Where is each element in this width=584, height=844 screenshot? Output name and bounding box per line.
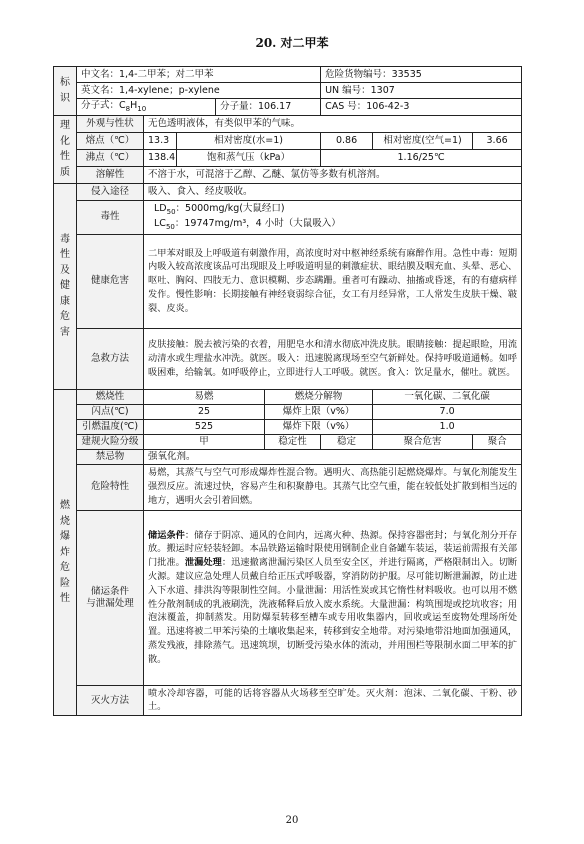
- flammability-label: 燃烧性: [77, 389, 144, 404]
- flash-point-value: 25: [144, 404, 265, 419]
- appearance-label: 外观与性状: [77, 115, 144, 132]
- stability-label: 稳定性: [265, 434, 321, 449]
- polymerization-label: 聚合危害: [373, 434, 473, 449]
- molecular-weight: 分子量：106.17: [216, 99, 321, 116]
- incompatible-value: 强氧化剂。: [144, 449, 522, 464]
- section-toxicity: 毒 性 及 健 康 危 害: [54, 183, 77, 389]
- upper-limit-value: 7.0: [373, 404, 522, 419]
- polymerization-value: 聚合: [473, 434, 522, 449]
- chinese-name: 中文名：1,4-二甲苯；对二甲苯: [77, 67, 321, 83]
- flash-point-label: 闪点(℃): [77, 404, 144, 419]
- density-water-value: 0.86: [321, 132, 373, 149]
- solubility-label: 溶解性: [77, 166, 144, 183]
- density-air-value: 3.66: [473, 132, 522, 149]
- msds-table: [53, 66, 522, 716]
- cas-number: CAS 号：106-42-3: [321, 99, 522, 116]
- extinguish-value: 喷水冷却容器，可能的话将容器从火场移至空旷处。灭火剂：泡沫、二氧化碳、干粉、砂土。: [144, 685, 522, 716]
- fire-row-flashpoint: [54, 404, 522, 419]
- hazard-label: 危险特性: [77, 464, 144, 510]
- health-hazard-value: 二甲苯对眼及上呼吸道有刺激作用，高浓度时对中枢神经系统有麻醉作用。急性中毒：短期内吸入较高浓度该品可出现眼及上呼吸道明显的刺激症状、眼结膜及咽充血、头晕、恶心、呕吐、胸闷、四肢无力、意识模糊、步态蹒跚。重者可有躁动、抽搐或昏迷，有的有癔病样发作。慢性影响：长期接触有神经衰弱综合征，女工有月经异常，工人常发生皮肤干燥、皲裂、皮炎。: [144, 234, 522, 328]
- english-name: 英文名：1,4-xylene；p-xylene: [77, 83, 321, 99]
- density-water-label: 相对密度(水=1): [177, 132, 321, 149]
- autoignition-value: 525: [144, 419, 265, 434]
- fire-class-label: 建规火险分级: [77, 434, 144, 449]
- lower-limit-label: 爆炸下限（v%）: [265, 419, 373, 434]
- toxicity-row-tox: [54, 200, 522, 234]
- appearance-value: 无色透明液体，有类似甲苯的气味。: [144, 115, 522, 132]
- physchem-row-4: [54, 166, 522, 183]
- fire-row-incompatible: [54, 449, 522, 464]
- melting-point-label: 熔点（℃）: [77, 132, 144, 149]
- section-fire: 燃 烧 爆 炸 危 险 性: [54, 389, 77, 716]
- section-physchem: 理 化 性 质: [54, 115, 77, 183]
- lower-limit-value: 1.0: [373, 419, 522, 434]
- incompatible-label: 禁忌物: [77, 449, 144, 464]
- fire-row-storage: [54, 510, 522, 685]
- boiling-point-value: 138.4: [144, 149, 177, 166]
- toxicity-value: [144, 200, 522, 234]
- section-identity: 标 识: [54, 67, 77, 116]
- flammability-value: 易燃: [144, 389, 265, 404]
- first-aid-value: 皮肤接触：脱去被污染的衣着，用肥皂水和清水彻底冲洗皮肤。眼睛接触：提起眼睑，用流动清水或生理盐水冲洗。就医。吸入：迅速脱离现场至空气新鲜处。保持呼吸道通畅。如呼吸困难，给输氧。如呼吸停止，立即进行人工呼吸。就医。食入：饮足量水，催吐。就医。: [144, 328, 522, 389]
- toxicity-label: 毒性: [77, 200, 144, 234]
- boiling-point-label: 沸点（℃）: [77, 149, 144, 166]
- ld50-line: $LD_{50}$：5000mg/kg(大鼠经口): [154, 202, 285, 216]
- fire-class-value: 甲: [144, 434, 265, 449]
- route-value: 吸入、食入、经皮吸收。: [144, 183, 522, 200]
- stability-value: 稳定: [321, 434, 373, 449]
- vapor-pressure-label: 饱和蒸气压（kPa）: [177, 149, 321, 166]
- molecular-formula: 分子式：$C_8H_{10}$: [77, 99, 216, 116]
- identity-row-1: [54, 67, 522, 83]
- vapor-pressure-value: 1.16/25℃: [321, 149, 522, 166]
- fire-row-extinguish: [54, 685, 522, 716]
- fire-row-class: [54, 434, 522, 449]
- identity-row-2: [54, 83, 522, 99]
- route-label: 侵入途径: [77, 183, 144, 200]
- identity-row-3: [54, 99, 522, 116]
- physchem-row-2: [54, 132, 522, 149]
- density-air-label: 相对密度(空气=1): [373, 132, 473, 149]
- toxicity-row-health: [54, 234, 522, 328]
- toxicity-row-firstaid: [54, 328, 522, 389]
- combustion-products-label: 燃烧分解物: [265, 389, 373, 404]
- lc50-line: $LC_{50}$：19747mg/m³，4 小时（大鼠吸入）: [154, 218, 341, 232]
- solubility-value: 不溶于水，可混溶于乙醇、乙醚、氯仿等多数有机溶剂。: [144, 166, 522, 183]
- page-number: 20: [285, 815, 299, 826]
- hazard-value: 易燃，其蒸气与空气可形成爆炸性混合物。遇明火、高热能引起燃烧爆炸。与氧化剂能发生强烈反应。流速过快，容易产生和积聚静电。其蒸气比空气重，能在较低处扩散到相当远的地方，遇明火会引着回燃。: [144, 464, 522, 510]
- first-aid-label: 急救方法: [77, 328, 144, 389]
- combustion-products-value: 一氧化碳、二氧化碳: [373, 389, 522, 404]
- health-hazard-label: 健康危害: [77, 234, 144, 328]
- storage-label: 储运条件 与泄漏处理: [77, 510, 144, 685]
- upper-limit-label: 爆炸上限（v%）: [265, 404, 373, 419]
- page-title: 20. 对二甲苯: [255, 36, 329, 50]
- hazard-goods-number: 危险货物编号：33535: [321, 67, 522, 83]
- fire-row-hazard: [54, 464, 522, 510]
- un-number: UN 编号：1307: [321, 83, 522, 99]
- fire-row-flammability: [54, 389, 522, 404]
- autoignition-label: 引燃温度(℃): [77, 419, 144, 434]
- toxicity-row-route: [54, 183, 522, 200]
- melting-point-value: 13.3: [144, 132, 177, 149]
- fire-row-autoignition: [54, 419, 522, 434]
- extinguish-label: 灭火方法: [77, 685, 144, 716]
- physchem-row-1: [54, 115, 522, 132]
- storage-value: 储运条件：储存于阴凉、通风的仓间内，远离火种、热源。保持容器密封；与氧化剂分开存放。搬运时应轻装轻卸。本品铁路运输时限使用钢制企业自备罐车装运，装运前需报有关部门批准。泄漏处理：迅速撤离泄漏污染区人员至安全区，并进行隔离，严格限制出入。切断火源。建议应急处理人员戴自给正压式呼吸器，穿消防防护服。尽可能切断泄漏源，防止进入下水道、排洪沟等限制性空间。小量泄漏：用活性炭或其它惰性材料吸收。也可以用不燃性分散剂制成的乳液刷洗，洗液稀释后放入废水系统。大量泄漏：构筑围堤或挖坑收容；用泡沫覆盖，抑制蒸发。用防爆泵转移至槽车或专用收集器内，回收或运至废物处理场所处置。迅速将被二甲苯污染的土壤收集起来，转移到安全地带。对污染地带沿地面加强通风，蒸发残液，排除蒸气。迅速筑坝，切断受污染水体的流动，并用围栏等限制水面二甲苯的扩散。: [144, 510, 522, 685]
- physchem-row-3: [54, 149, 522, 166]
